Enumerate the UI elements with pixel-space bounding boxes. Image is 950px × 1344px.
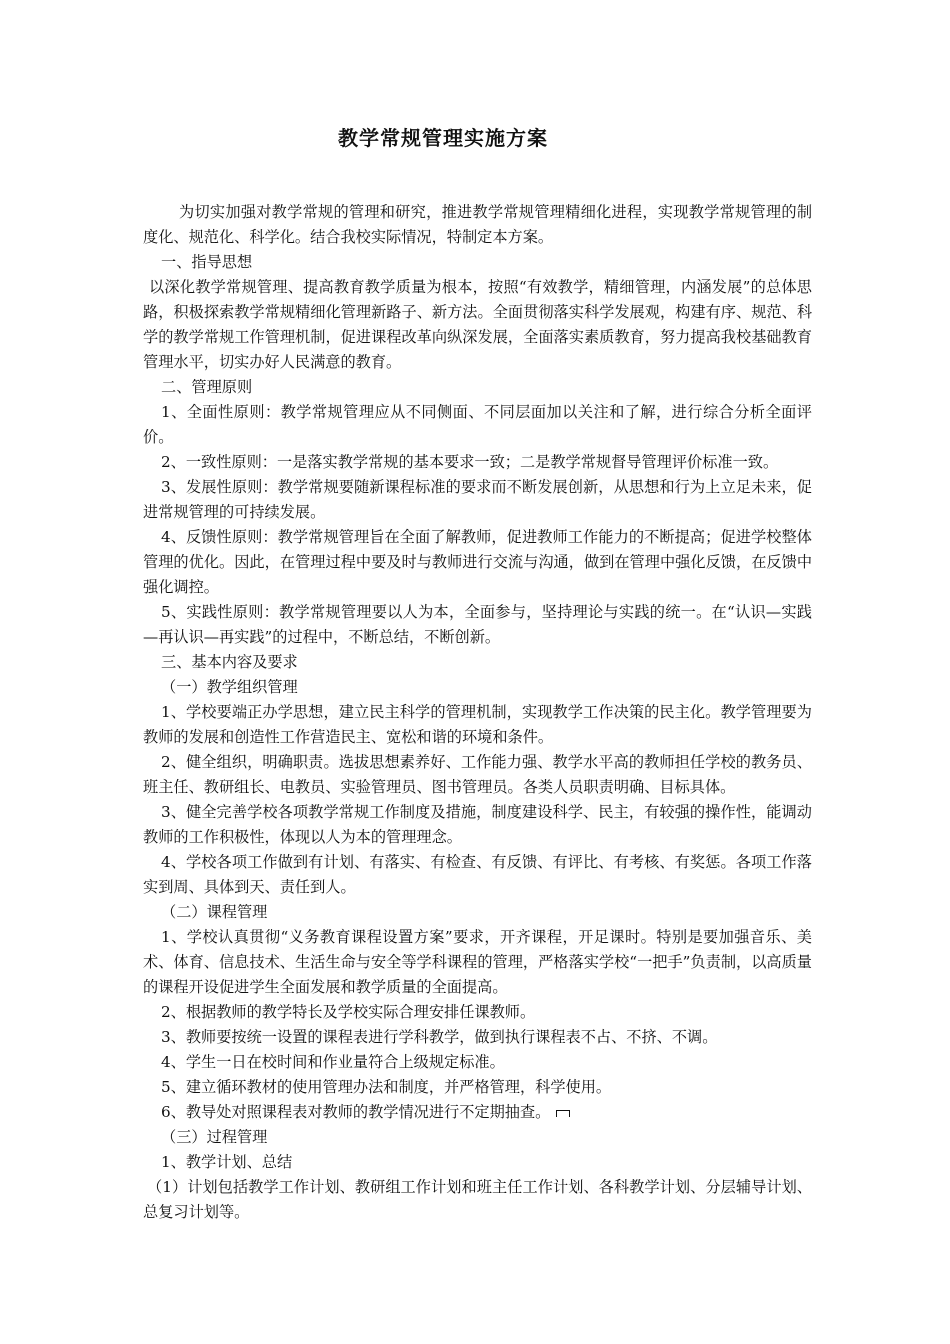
paragraph-text: （三）过程管理: [161, 1128, 268, 1146]
paragraph: [143, 1075, 812, 1100]
paragraph-text: 三、基本内容及要求: [161, 653, 298, 671]
paragraph-text: 4、反馈性原则：教学常规管理旨在全面了解教师，促进教师工作能力的不断提高；促进学校整体管理的优化。因此，在管理过程中要及时与教师进行交流与沟通，做到在管理中强化反馈，在反馈中强化调控。: [143, 528, 812, 596]
paragraph: [143, 1050, 812, 1075]
paragraph: [143, 450, 812, 475]
paragraph-text: （二）课程管理: [161, 903, 268, 921]
paragraph-text: 为切实加强对教学常规的管理和研究，推进教学常规管理精细化进程，实现教学常规管理的制度化、规范化、科学化。结合我校实际情况，特制定本方案。: [143, 203, 812, 246]
paragraph: [143, 1025, 812, 1050]
paragraph-text: 5、建立循环教材的使用管理办法和制度，并严格管理，科学使用。: [161, 1078, 612, 1096]
paragraph: [143, 400, 812, 450]
paragraph-text: 2、一致性原则：一是落实教学常规的基本要求一致；二是教学常规督导管理评价标准一致。: [161, 453, 779, 471]
paragraph: [143, 375, 812, 400]
paragraph: [143, 700, 812, 750]
paragraph: [143, 1125, 812, 1150]
paragraph-text: 4、学生一日在校时间和作业量符合上级规定标准。: [161, 1053, 505, 1071]
paragraph: [143, 600, 812, 650]
paragraph: [143, 250, 812, 275]
document-title: 教学常规管理实施方案: [338, 126, 548, 150]
edit-mark-icon: [556, 1110, 570, 1117]
paragraph-text: 2、根据教师的教学特长及学校实际合理安排任课教师。: [161, 1003, 536, 1021]
paragraph-text: 3、教师要按统一设置的课程表进行学科教学，做到执行课程表不占、不挤、不调。: [161, 1028, 718, 1046]
paragraph-text: 二、管理原则: [161, 378, 253, 396]
document-body: [143, 200, 812, 1225]
paragraph: [143, 1150, 812, 1175]
paragraph-text: （一）教学组织管理: [161, 678, 298, 696]
paragraph-text: 1、教学计划、总结: [161, 1153, 293, 1171]
paragraph: [143, 200, 812, 250]
paragraph: [143, 650, 812, 675]
paragraph: [143, 525, 812, 600]
paragraph-text: 2、健全组织，明确职责。选拔思想素养好、工作能力强、教学水平高的教师担任学校的教务员、班主任、教研组长、电教员、实验管理员、图书管理员。各类人员职责明确、目标具体。: [143, 753, 812, 796]
paragraph: [143, 275, 812, 375]
paragraph: [143, 1100, 812, 1125]
paragraph-text: 4、学校各项工作做到有计划、有落实、有检查、有反馈、有评比、有考核、有奖惩。各项工作落实到周、具体到天、责任到人。: [143, 853, 812, 896]
paragraph: [143, 1175, 812, 1225]
paragraph: [143, 925, 812, 1000]
paragraph-text: 1、学校认真贯彻“义务教育课程设置方案”要求，开齐课程，开足课时。特别是要加强音乐、美术、体育、信息技术、生活生命与安全等学科课程的管理，严格落实学校“一把手”负责制，以高质量的课程开设促进学生全面发展和教学质量的全面提高。: [143, 928, 812, 996]
paragraph: [143, 800, 812, 850]
paragraph-text: 6、教导处对照课程表对教师的教学情况进行不定期抽查。: [161, 1103, 551, 1121]
paragraph-text: 一、指导思想: [161, 253, 253, 271]
paragraph: [143, 750, 812, 800]
paragraph-text: 1、全面性原则：教学常规管理应从不同侧面、不同层面加以关注和了解，进行综合分析全面评价。: [143, 403, 812, 446]
paragraph: [143, 850, 812, 900]
paragraph-text: （1）计划包括教学工作计划、教研组工作计划和班主任工作计划、各科教学计划、分层辅导计划、总复习计划等。: [143, 1178, 812, 1221]
paragraph-text: 3、健全完善学校各项教学常规工作制度及措施，制度建设科学、民主，有较强的操作性，能调动教师的工作积极性，体现以人为本的管理理念。: [143, 803, 812, 846]
paragraph-text: 3、发展性原则：教学常规要随新课程标准的要求而不断发展创新，从思想和行为上立足未来，促进常规管理的可持续发展。: [143, 478, 812, 521]
paragraph-text: 1、学校要端正办学思想，建立民主科学的管理机制，实现教学工作决策的民主化。教学管理要为教师的发展和创造性工作营造民主、宽松和谐的环境和条件。: [143, 703, 812, 746]
paragraph-text: 5、实践性原则：教学常规管理要以人为本，全面参与，坚持理论与实践的统一。在“认识—实践—再认识—再实践”的过程中，不断总结，不断创新。: [143, 603, 812, 646]
paragraph: [143, 475, 812, 525]
paragraph: [143, 1000, 812, 1025]
paragraph: [143, 675, 812, 700]
paragraph: [143, 900, 812, 925]
paragraph-text: 以深化教学常规管理、提高教育教学质量为根本，按照“有效教学，精细管理，内涵发展”的总体思路，积极探索教学常规精细化管理新路子、新方法。全面贯彻落实科学发展观，构建有序、规范、科学的教学常规工作管理机制，促进课程改革向纵深发展，全面落实素质教育，努力提高我校基础教育管理水平，切实办好人民满意的教育。: [143, 278, 812, 371]
